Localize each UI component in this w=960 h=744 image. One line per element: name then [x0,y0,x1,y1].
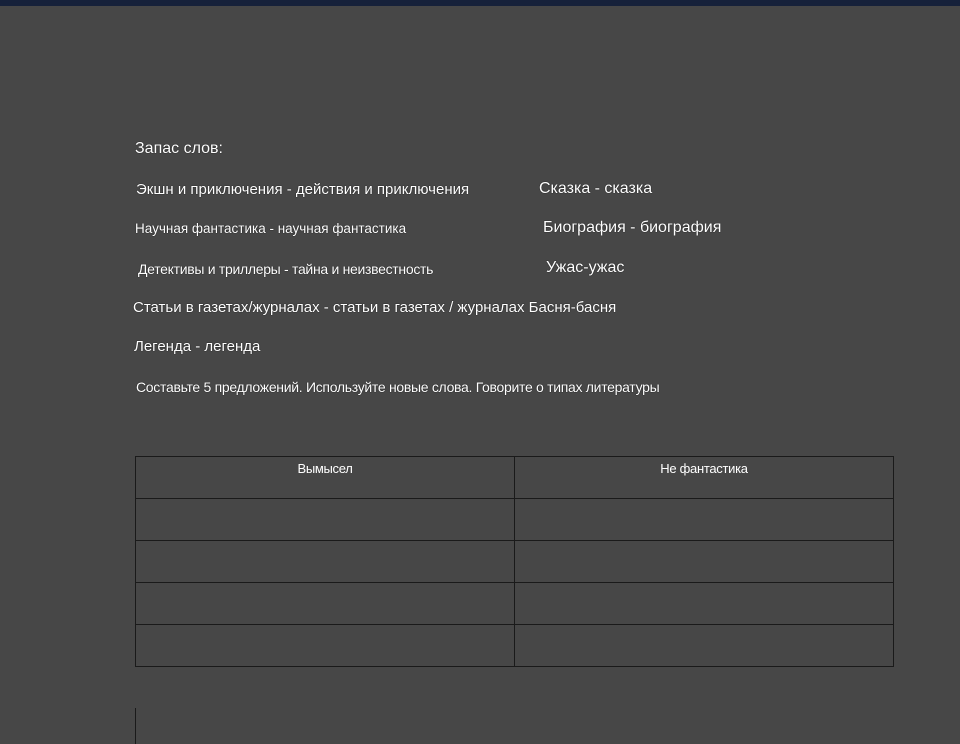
table-header-row [136,457,894,499]
table-row [136,625,894,667]
table-cell[interactable] [515,499,894,541]
vocab-item-fairytale: Сказка - сказка [539,180,653,197]
table-cell[interactable] [136,541,515,583]
table-continuation-line [135,708,136,744]
vocab-item-scifi: Научная фантастика - научная фантастика [135,221,407,236]
table-cell[interactable] [515,625,894,667]
vocab-item-detective: Детективы и триллеры - тайна и неизвестность [138,261,434,277]
vocab-item-legend: Легенда - легенда [134,338,261,355]
vocab-item-action: Экшн и приключения - действия и приключения [136,181,470,198]
table-cell[interactable] [136,583,515,625]
table-row [136,499,894,541]
table-cell[interactable] [515,541,894,583]
document-page [0,6,960,738]
vocab-item-articles: Статьи в газетах/журналах - статьи в газетах / журналах Басня-басня [133,299,617,316]
header-nonfiction: Не фантастика [515,457,894,499]
vocabulary-title: Запас слов: [135,140,223,157]
vocab-item-horror: Ужас-ужас [546,259,625,276]
table-row [136,541,894,583]
table-row [136,583,894,625]
literature-table [135,456,894,667]
table-cell[interactable] [515,583,894,625]
vocab-item-biography: Биография - биография [543,219,722,236]
header-fiction: Вымысел [136,457,515,499]
table-cell[interactable] [136,625,515,667]
task-instruction: Составьте 5 предложений. Используйте новые слова. Говорите о типах литературы [136,379,660,395]
table-cell[interactable] [136,499,515,541]
